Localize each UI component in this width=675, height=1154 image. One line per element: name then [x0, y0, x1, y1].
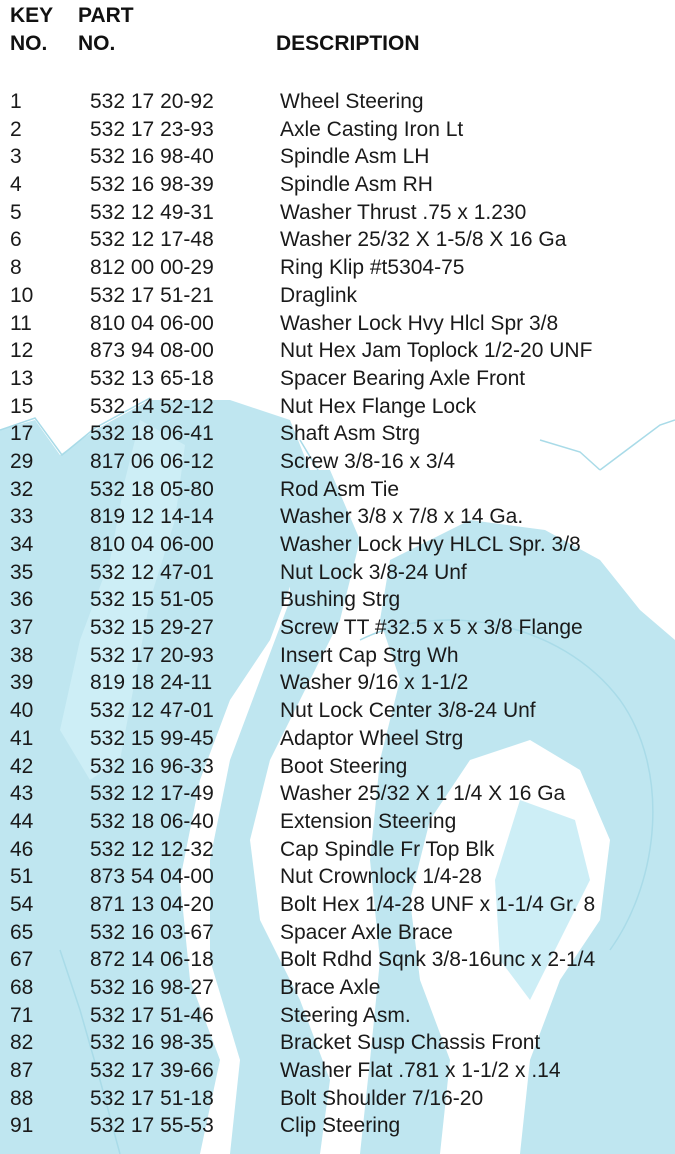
- part-description: Extension Steering: [280, 809, 457, 833]
- table-row: [0, 808, 675, 836]
- part-description: Shaft Asm Strg: [280, 422, 421, 446]
- key-number: 15: [10, 394, 34, 418]
- key-number: 10: [10, 283, 34, 307]
- part-description: Bolt Rdhd Sqnk 3/8-16unc x 2-1/4: [280, 948, 596, 972]
- table-row: [0, 254, 675, 282]
- part-description: Adaptor Wheel Strg: [280, 726, 464, 750]
- key-number: 41: [10, 726, 34, 750]
- part-number: 532 17 39-66: [90, 1059, 214, 1083]
- key-number: 33: [10, 505, 34, 529]
- table-row: [0, 310, 675, 338]
- key-number: 87: [10, 1059, 34, 1083]
- table-row: [0, 1085, 675, 1113]
- part-number: 532 12 17-48: [90, 228, 214, 252]
- table-row: [0, 891, 675, 919]
- part-number: 819 18 24-11: [90, 671, 213, 695]
- part-number: 532 16 98-40: [90, 145, 214, 169]
- part-description: Bushing Strg: [280, 588, 401, 612]
- part-number: 532 16 98-35: [90, 1031, 214, 1055]
- table-row: [0, 503, 675, 531]
- key-number: 71: [10, 1003, 34, 1027]
- key-number: 65: [10, 920, 34, 944]
- part-description: Spacer Bearing Axle Front: [280, 366, 526, 390]
- part-description: Washer 9/16 x 1-1/2: [280, 671, 469, 695]
- table-row: [0, 1029, 675, 1057]
- part-number: 810 04 06-00: [90, 311, 214, 335]
- part-number: 810 04 06-00: [90, 533, 214, 556]
- part-number: 532 12 17-49: [90, 782, 214, 806]
- table-row: [0, 116, 675, 144]
- part-description: Insert Cap Strg Wh: [280, 643, 459, 667]
- table-row: [0, 614, 675, 642]
- table-row: [0, 171, 675, 199]
- part-description: Nut Hex Flange Lock: [280, 394, 477, 418]
- part-description: Boot Steering: [280, 754, 408, 778]
- part-number: 532 18 06-40: [90, 809, 214, 833]
- part-number: 873 94 08-00: [90, 339, 214, 363]
- part-description: Brace Axle: [280, 976, 381, 999]
- part-description: Bracket Susp Chassis Front: [280, 1031, 541, 1055]
- table-row: [0, 420, 675, 448]
- part-description: Washer Thrust .75 x 1.230: [280, 200, 527, 224]
- key-number: 32: [10, 477, 34, 501]
- part-description: Draglink: [280, 283, 358, 307]
- key-number: 5: [10, 200, 22, 224]
- part-description: Bolt Shoulder 7/16-20: [280, 1086, 484, 1110]
- part-number: 532 17 20-92: [90, 90, 214, 113]
- key-number: 35: [10, 560, 34, 584]
- table-row: [0, 337, 675, 365]
- key-number: 29: [10, 449, 34, 473]
- key-number: 91: [10, 1114, 34, 1138]
- key-number: 11: [10, 311, 32, 335]
- table-row: [0, 946, 675, 974]
- table-row: [0, 780, 675, 808]
- key-number: 3: [10, 145, 22, 169]
- table-row: [0, 697, 675, 725]
- part-description: Axle Casting Iron Lt: [280, 117, 464, 141]
- key-number: 37: [10, 616, 34, 640]
- table-row: [0, 531, 675, 559]
- table-row: [0, 919, 675, 947]
- part-number: 817 06 06-12: [90, 449, 214, 473]
- part-description: Cap Spindle Fr Top Blk: [280, 837, 495, 861]
- key-number: 6: [10, 228, 22, 252]
- key-number: 12: [10, 339, 34, 363]
- key-number: 68: [10, 976, 34, 999]
- part-number: 532 16 98-39: [90, 173, 214, 197]
- part-description: Washer Lock Hvy HLCL Spr. 3/8: [280, 533, 581, 556]
- part-number: 532 16 98-27: [90, 976, 214, 999]
- table-row: [0, 199, 675, 227]
- key-number: 42: [10, 754, 34, 778]
- key-number: 1: [10, 90, 22, 113]
- header-description-label: DESCRIPTION: [276, 32, 420, 55]
- part-description: Clip Steering: [280, 1114, 401, 1138]
- part-number: 532 17 55-53: [90, 1114, 214, 1138]
- table-row: [0, 393, 675, 421]
- key-number: 88: [10, 1086, 34, 1110]
- part-description: Screw 3/8-16 x 3/4: [280, 449, 456, 473]
- table-row: [0, 1057, 675, 1085]
- part-description: Spindle Asm LH: [280, 145, 430, 169]
- table-row: [0, 226, 675, 254]
- table-row: [0, 642, 675, 670]
- part-number: 532 17 20-93: [90, 643, 214, 667]
- key-number: 34: [10, 533, 34, 556]
- part-description: Wheel Steering: [280, 90, 424, 113]
- part-number: 532 15 51-05: [90, 588, 214, 612]
- part-number: 873 54 04-00: [90, 865, 214, 889]
- part-description: Washer Flat .781 x 1-1/2 x .14: [280, 1059, 561, 1083]
- part-number: 532 12 12-32: [90, 837, 214, 861]
- part-number: 532 17 51-21: [90, 283, 214, 307]
- table-row: [0, 974, 675, 1002]
- key-number: 44: [10, 809, 34, 833]
- part-description: Washer 25/32 X 1-5/8 X 16 Ga: [280, 228, 567, 252]
- part-description: Spindle Asm RH: [280, 173, 433, 197]
- table-row: [0, 476, 675, 504]
- part-number: 532 12 49-31: [90, 200, 214, 224]
- part-description: Spacer Axle Brace: [280, 920, 453, 944]
- table-row: [0, 1002, 675, 1030]
- table-row: [0, 88, 675, 116]
- table-row: [0, 143, 675, 171]
- key-number: 13: [10, 366, 34, 390]
- part-description: Nut Lock Center 3/8-24 Unf: [280, 699, 536, 723]
- header-part-label: PART NO.: [78, 4, 134, 55]
- part-number: 812 00 00-29: [90, 256, 214, 280]
- part-description: Nut Crownlock 1/4-28: [280, 865, 482, 889]
- part-number: 532 13 65-18: [90, 366, 214, 390]
- part-number: 532 12 47-01: [90, 560, 214, 584]
- part-description: Washer Lock Hvy Hlcl Spr 3/8: [280, 311, 559, 335]
- table-row: [0, 1112, 675, 1140]
- key-number: 4: [10, 173, 22, 197]
- part-number: 532 17 51-46: [90, 1003, 214, 1027]
- part-description: Bolt Hex 1/4-28 UNF x 1-1/4 Gr. 8: [280, 892, 596, 916]
- part-description: Washer 25/32 X 1 1/4 X 16 Ga: [280, 782, 566, 806]
- key-number: 54: [10, 892, 34, 916]
- table-row: [0, 282, 675, 310]
- part-number: 532 16 96-33: [90, 754, 214, 778]
- part-description: Screw TT #32.5 x 5 x 3/8 Flange: [280, 616, 583, 640]
- table-row: [0, 836, 675, 864]
- part-description: Ring Klip #t5304-75: [280, 256, 465, 280]
- key-number: 17: [10, 422, 34, 446]
- key-number: 40: [10, 699, 34, 723]
- part-number: 532 16 03-67: [90, 920, 214, 944]
- part-number: 872 14 06-18: [90, 948, 214, 972]
- part-number: 532 17 51-18: [90, 1086, 214, 1110]
- table-row: [0, 586, 675, 614]
- header-part-no: [78, 2, 198, 58]
- part-description: Rod Asm Tie: [280, 477, 400, 501]
- key-number: 38: [10, 643, 34, 667]
- key-number: 43: [10, 782, 34, 806]
- key-number: 67: [10, 948, 34, 972]
- key-number: 2: [10, 117, 22, 141]
- key-number: 39: [10, 671, 34, 695]
- key-number: 51: [10, 865, 34, 889]
- part-description: Nut Hex Jam Toplock 1/2-20 UNF: [280, 339, 593, 363]
- parts-table: [0, 88, 675, 1140]
- part-number: 532 15 29-27: [90, 616, 214, 640]
- header-key-label: KEY NO.: [10, 4, 54, 55]
- part-number: 532 18 05-80: [90, 477, 214, 501]
- part-number: 532 15 99-45: [90, 726, 214, 750]
- header-description: [276, 30, 420, 58]
- part-description: Nut Lock 3/8-24 Unf: [280, 560, 467, 584]
- part-number: 819 12 14-14: [90, 505, 214, 529]
- table-row: [0, 863, 675, 891]
- key-number: 8: [10, 256, 22, 280]
- part-number: 871 13 04-20: [90, 892, 214, 916]
- table-row: [0, 669, 675, 697]
- table-row: [0, 559, 675, 587]
- key-number: 36: [10, 588, 34, 612]
- part-number: 532 17 23-93: [90, 117, 214, 141]
- key-number: 46: [10, 837, 34, 861]
- part-number: 532 12 47-01: [90, 699, 214, 723]
- table-row: [0, 448, 675, 476]
- part-number: 532 18 06-41: [90, 422, 214, 446]
- part-number: 532 14 52-12: [90, 394, 214, 418]
- table-row: [0, 725, 675, 753]
- table-row: [0, 365, 675, 393]
- table-row: [0, 753, 675, 781]
- part-description: Steering Asm.: [280, 1003, 411, 1027]
- part-description: Washer 3/8 x 7/8 x 14 Ga.: [280, 505, 524, 529]
- key-number: 82: [10, 1031, 34, 1055]
